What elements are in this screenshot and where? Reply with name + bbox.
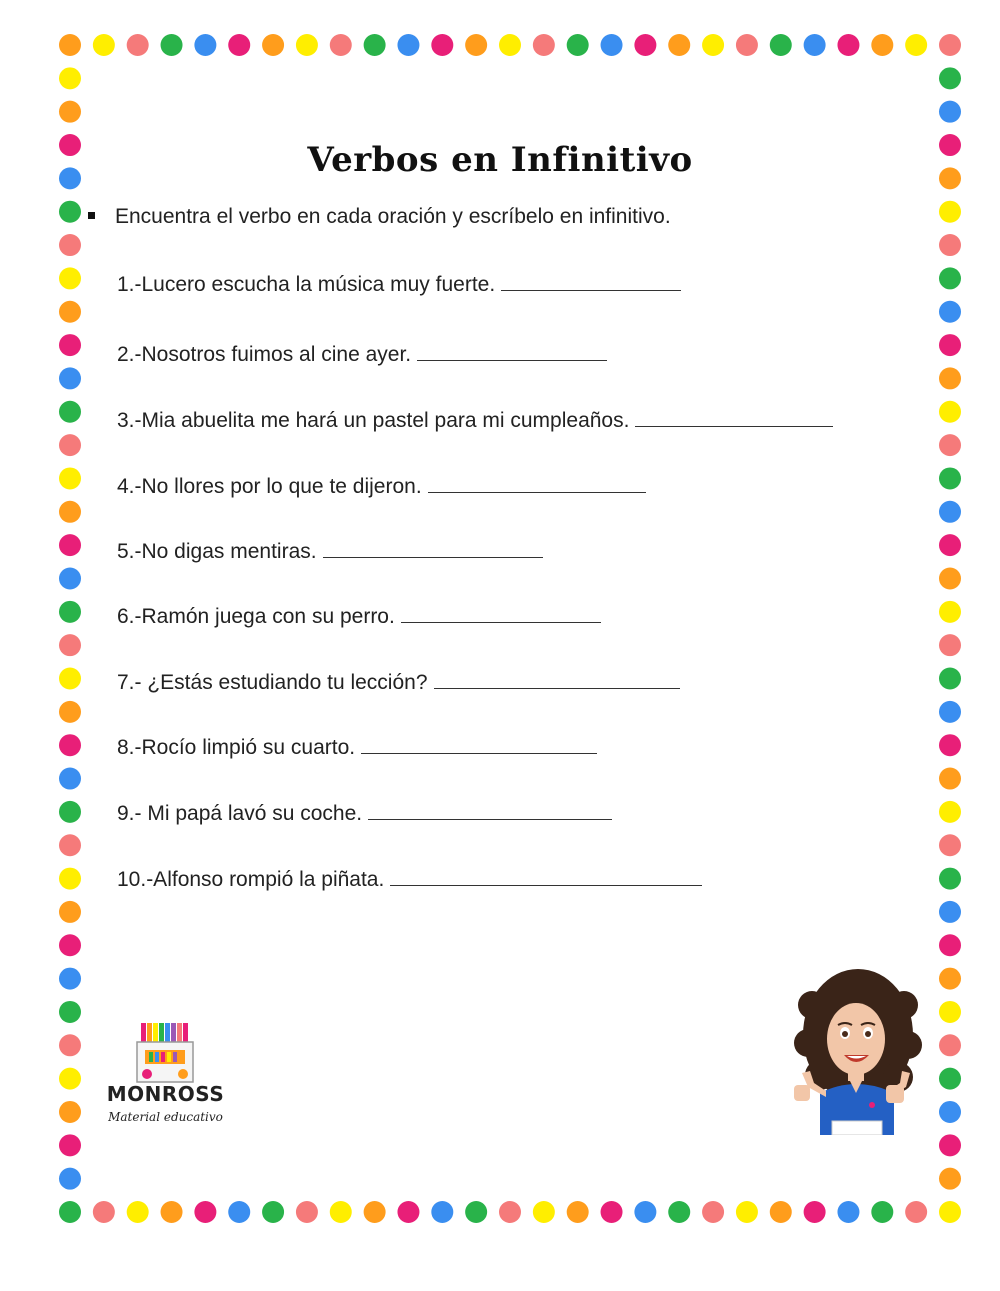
border-dot <box>59 1134 81 1156</box>
logo-name: MONROSS <box>106 1082 225 1106</box>
border-dot <box>59 1101 81 1123</box>
border-dot <box>939 1168 961 1190</box>
exercise-item: 4.-No llores por lo que te dijeron. <box>117 474 646 499</box>
border-dot <box>59 1068 81 1090</box>
border-dot <box>939 67 961 89</box>
border-dot <box>939 868 961 890</box>
border-dot <box>431 34 453 56</box>
border-dot <box>634 34 656 56</box>
border-dot <box>59 201 81 223</box>
page-title: Verbos en Infinitivo <box>307 140 693 180</box>
logo-tagline: Material educativo <box>108 1110 223 1124</box>
border-dot <box>939 234 961 256</box>
border-dot <box>59 67 81 89</box>
border-dot <box>634 1201 656 1223</box>
border-dot <box>567 34 589 56</box>
border-dot <box>330 34 352 56</box>
border-dot <box>939 301 961 323</box>
border-dot <box>59 34 81 56</box>
border-dot <box>939 1001 961 1023</box>
answer-line[interactable] <box>368 801 612 820</box>
border-dot <box>465 34 487 56</box>
answer-line[interactable] <box>361 735 597 754</box>
border-dot <box>939 334 961 356</box>
border-dot <box>837 1201 859 1223</box>
exercise-item: 7.- ¿Estás estudiando tu lección? <box>117 670 680 695</box>
exercise-item: 6.-Ramón juega con su perro. <box>117 604 601 629</box>
border-dot <box>59 1034 81 1056</box>
border-dot <box>397 1201 419 1223</box>
border-dot <box>939 768 961 790</box>
border-dot <box>939 1101 961 1123</box>
border-dot <box>59 834 81 856</box>
border-dot <box>127 1201 149 1223</box>
border-dot <box>939 101 961 123</box>
border-dot <box>397 34 419 56</box>
brand-logo <box>103 1018 228 1133</box>
border-dot <box>736 34 758 56</box>
border-dot <box>59 868 81 890</box>
border-dot <box>161 34 183 56</box>
border-dot <box>59 467 81 489</box>
border-dot <box>59 934 81 956</box>
border-dot <box>601 34 623 56</box>
border-dot <box>939 601 961 623</box>
border-dot <box>770 1201 792 1223</box>
teacher-avatar <box>790 965 925 1135</box>
border-dot <box>736 1201 758 1223</box>
border-dot <box>905 34 927 56</box>
answer-line[interactable] <box>635 408 833 427</box>
border-dot <box>59 701 81 723</box>
border-dot <box>59 567 81 589</box>
border-dot <box>262 34 284 56</box>
border-dot <box>59 968 81 990</box>
border-dot <box>939 1034 961 1056</box>
border-dot <box>668 34 690 56</box>
border-dot <box>533 1201 555 1223</box>
crayon-box-icon <box>103 1018 228 1088</box>
border-dot <box>161 1201 183 1223</box>
border-dot <box>59 301 81 323</box>
border-dot <box>939 367 961 389</box>
border-dot <box>939 1201 961 1223</box>
border-dot <box>59 234 81 256</box>
border-dot <box>804 34 826 56</box>
bullet-icon <box>88 212 95 219</box>
answer-line[interactable] <box>401 604 601 623</box>
exercise-item: 2.-Nosotros fuimos al cine ayer. <box>117 342 607 367</box>
border-dot <box>871 34 893 56</box>
border-dot <box>939 701 961 723</box>
border-dot <box>59 801 81 823</box>
border-dot <box>59 401 81 423</box>
answer-line[interactable] <box>323 539 543 558</box>
border-dot <box>465 1201 487 1223</box>
border-dot <box>59 668 81 690</box>
answer-line[interactable] <box>428 474 646 493</box>
border-dot <box>905 1201 927 1223</box>
border-dot <box>939 668 961 690</box>
answer-line[interactable] <box>417 342 607 361</box>
border-dot <box>804 1201 826 1223</box>
border-dot <box>939 968 961 990</box>
border-dot <box>59 1168 81 1190</box>
border-dot <box>296 1201 318 1223</box>
border-dot <box>194 34 216 56</box>
exercise-item: 3.-Mia abuelita me hará un pastel para mi cumpleaños. <box>117 408 833 433</box>
border-dot <box>939 734 961 756</box>
border-dot <box>939 567 961 589</box>
border-dot <box>59 768 81 790</box>
border-dot <box>871 1201 893 1223</box>
border-dot <box>59 434 81 456</box>
border-dot <box>601 1201 623 1223</box>
border-dot <box>59 501 81 523</box>
border-dot <box>770 34 792 56</box>
border-dot <box>228 1201 250 1223</box>
border-dot <box>939 1068 961 1090</box>
border-dot <box>59 101 81 123</box>
border-dot <box>59 367 81 389</box>
border-dot <box>59 1001 81 1023</box>
border-dot <box>939 901 961 923</box>
border-dot <box>702 34 724 56</box>
exercise-item: 8.-Rocío limpió su cuarto. <box>117 735 597 760</box>
border-dot <box>59 901 81 923</box>
border-dot <box>431 1201 453 1223</box>
border-dot <box>330 1201 352 1223</box>
border-dot <box>364 34 386 56</box>
border-dot <box>59 334 81 356</box>
answer-line[interactable] <box>434 670 680 689</box>
border-dot <box>127 34 149 56</box>
border-dot <box>939 501 961 523</box>
exercise-item: 1.-Lucero escucha la música muy fuerte. <box>117 272 681 297</box>
border-dot <box>939 534 961 556</box>
border-dot <box>262 1201 284 1223</box>
border-dot <box>939 267 961 289</box>
border-dot <box>59 267 81 289</box>
border-dot <box>837 34 859 56</box>
border-dot <box>93 34 115 56</box>
border-dot <box>499 1201 521 1223</box>
border-dot <box>296 34 318 56</box>
border-dot <box>59 634 81 656</box>
exercise-item: 5.-No digas mentiras. <box>117 539 543 564</box>
border-dot <box>93 1201 115 1223</box>
border-dot <box>364 1201 386 1223</box>
border-dot <box>939 401 961 423</box>
border-dot <box>939 434 961 456</box>
border-dot <box>939 201 961 223</box>
answer-line[interactable] <box>501 272 681 291</box>
border-dot <box>939 34 961 56</box>
border-dot <box>668 1201 690 1223</box>
border-dot <box>939 834 961 856</box>
exercise-item: 9.- Mi papá lavó su coche. <box>117 801 612 826</box>
border-dot <box>59 601 81 623</box>
border-dot <box>939 467 961 489</box>
border-dot <box>939 801 961 823</box>
border-dot <box>194 1201 216 1223</box>
instruction <box>88 205 671 229</box>
border-dot <box>702 1201 724 1223</box>
answer-line[interactable] <box>390 867 702 886</box>
border-dot <box>533 34 555 56</box>
border-dot <box>59 534 81 556</box>
instruction-text: Encuentra el verbo en cada oración y escríbelo en infinitivo. <box>115 205 671 228</box>
border-dot <box>939 634 961 656</box>
border-dot <box>59 1201 81 1223</box>
border-dot <box>59 734 81 756</box>
border-dot <box>939 934 961 956</box>
border-dot <box>939 1134 961 1156</box>
border-dot <box>499 34 521 56</box>
border-dot <box>228 34 250 56</box>
exercise-item: 10.-Alfonso rompió la piñata. <box>117 867 702 892</box>
border-dot <box>567 1201 589 1223</box>
